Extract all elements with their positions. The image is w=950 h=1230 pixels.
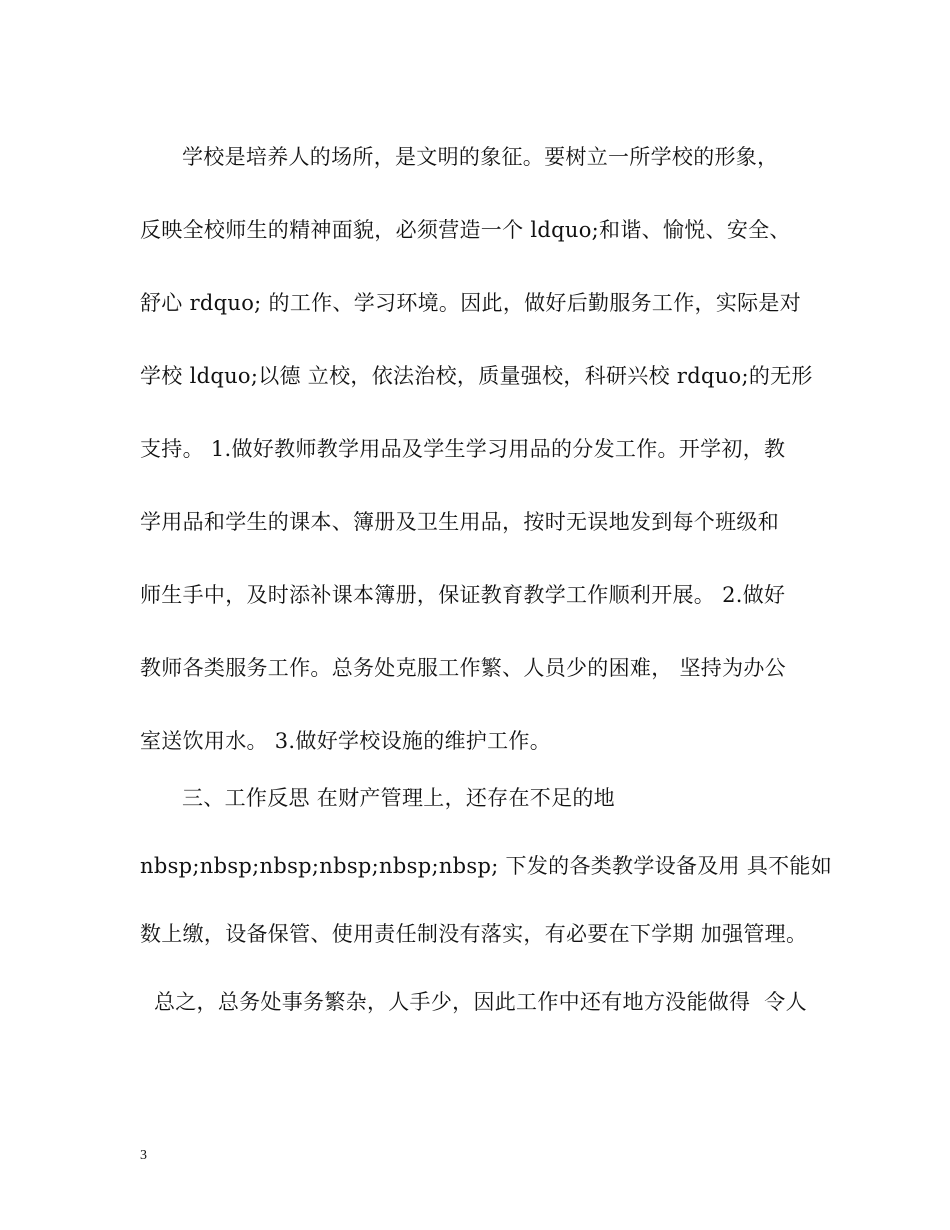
paragraph-line-6: 学用品和学生的课本、簿册及卫生用品，按时无误地发到每个班级和 [140, 510, 779, 534]
paragraph-line-8: 教师各类服务工作。总务处克服工作繁、人员少的困难， 坚持为办公 [140, 656, 786, 680]
paragraph-line-1: 学校是培养人的场所，是文明的象征。要树立一所学校的形象， [182, 145, 779, 169]
paragraph-line-9: 室送饮用水。 3.做好学校设施的维护工作。 [140, 729, 552, 753]
paragraph-line-11: nbsp;nbsp;nbsp;nbsp;nbsp;nbsp; 下发的各类教学设备及用 具不能如 [140, 854, 833, 878]
page-number: 3 [140, 1148, 147, 1163]
paragraph-line-7: 师生手中，及时添补课本簿册，保证教育教学工作顺利开展。 2.做好 [140, 583, 786, 607]
paragraph-line-4: 学校 ldquo;以德 立校，依法治校，质量强校，科研兴校 rdquo;的无形 [140, 364, 813, 388]
paragraph-line-5: 支持。 1.做好教师教学用品及学生学习用品的分发工作。开学初，教 [140, 437, 786, 461]
paragraph-line-2: 反映全校师生的精神面貌，必须营造一个 ldquo;和谐、愉悦、安全、 [140, 218, 791, 242]
paragraph-line-13: 总之，总务处事务繁杂，人手少，因此工作中还有地方没能做得 令人 [140, 990, 807, 1014]
section-heading-line: 三、工作反思 在财产管理上，还存在不足的地 [182, 786, 615, 810]
paragraph-line-3: 舒心 rdquo; 的工作、学习环境。因此，做好后勤服务工作，实际是对 [140, 291, 802, 315]
paragraph-line-12: 数上缴，设备保管、使用责任制没有落实，有必要在下学期 加强管理。 [140, 922, 808, 946]
